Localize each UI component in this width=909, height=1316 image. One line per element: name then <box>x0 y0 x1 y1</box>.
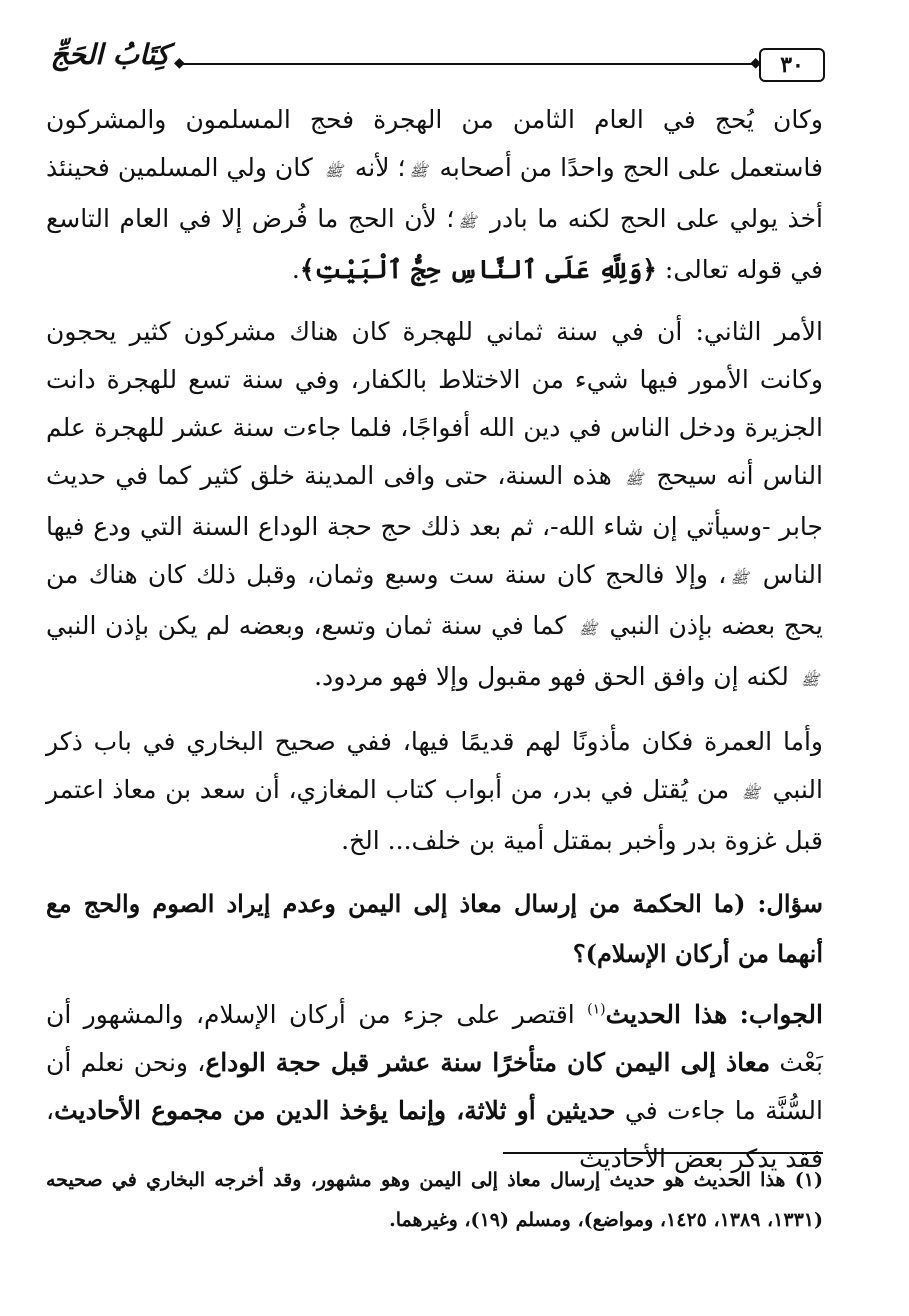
paragraph-text: . <box>291 255 300 284</box>
answer-paragraph <box>46 991 823 1183</box>
answer-bold-2: حديثين أو ثلاثة، وإنما يؤخذ الدين من مجموع الأحاديث <box>54 1096 616 1125</box>
page-body <box>46 96 823 1183</box>
book-title: كِتَابُ الحَجِّ <box>50 38 170 71</box>
rule-ornament-left: ◆ <box>174 55 185 71</box>
salawat-glyph: ﷺ <box>324 162 343 180</box>
paragraph-2 <box>46 308 823 704</box>
quran-verse: ﴿وَلِلَّهِ عَلَى ٱلنَّاسِ حِجُّ ٱلْبَيْتِ﴾ <box>299 255 657 284</box>
header-rule <box>180 63 755 65</box>
paragraph-1 <box>46 96 823 294</box>
page-number: ٣٠ <box>759 48 825 82</box>
paragraph-text: الأمر الثاني: أن في سنة ثماني للهجرة كان هناك مشركون كثير يحجون وكانت الأمور فيها شيء من الاختلاط بالكفار، وفي سنة تسع للهجرة دانت الجزيرة ودخل الناس في دين الله أفواجًا، فلما جاءت سنة عشر للهجرة علم الناس أنه سيحج <box>46 317 824 490</box>
footnote-separator <box>503 1152 823 1154</box>
paragraph-text: لكنه إن وافق الحق فهو مقبول وإلا فهو مردود. <box>314 662 797 691</box>
footnote-reference[interactable]: (١) <box>587 1001 606 1018</box>
salawat-glyph: ﷺ <box>730 569 749 587</box>
question: سؤال: (ما الحكمة من إرسال معاذ إلى اليمن وعدم إيراد الصوم والحج مع أنهما من أركان الإسلام)؟ <box>46 889 823 968</box>
answer-label: الجواب: <box>739 1000 823 1029</box>
salawat-glyph: ﷺ <box>409 162 428 180</box>
answer-text-2: ، ونحن نعلم أن السُّنَّة ما جاءت في <box>46 1048 823 1125</box>
paragraph-text: ؛ لأن الحج ما فُرض إلا في العام التاسع في قوله تعالى: <box>46 204 823 284</box>
answer-text-1: اقتصر على جزء من أركان الإسلام، والمشهور أن بَعْث <box>46 1000 823 1077</box>
rule-ornament-right: ◆ <box>750 55 761 71</box>
answer-bold-1: معاذ إلى اليمن كان متأخرًا سنة عشر قبل حجة الوداع <box>205 1048 771 1077</box>
salawat-glyph: ﷺ <box>458 213 477 231</box>
answer-lead: هذا الحديث <box>605 1000 728 1029</box>
salawat-glyph: ﷺ <box>578 620 597 638</box>
footnotes <box>46 1160 823 1240</box>
paragraph-text: هذه السنة، حتى وافى المدينة خلق كثير كما في حديث جابر -وسيأتي إن شاء الله-، ثم بعد ذلك حج حجة الوداع السنة التي ودع فيها الناس <box>46 461 823 589</box>
paragraph-text: كان ولي المسلمين فحينئذ أخذ يولي على الحج لكنه ما بادر <box>46 153 823 233</box>
paragraph-text: وكان يُحج في العام الثامن من الهجرة فحج المسلمون والمشركون فاستعمل على الحج واحدًا من أصحابه <box>46 105 823 182</box>
paragraph-text: من يُقتل في بدر، من أبواب كتاب المغازي، أن سعد بن معاذ اعتمر قبل غزوة بدر وأخبر بمقتل أمية بن خلف... الخ. <box>46 775 823 855</box>
salawat-glyph: ﷺ <box>625 470 644 488</box>
paragraph-text: وأما العمرة فكان مأذونًا لهم قديمًا فيها، ففي صحيح البخاري في باب ذكر النبي <box>46 727 823 804</box>
answer-text-3: ، فقد يذكر بعض الأحاديث <box>46 1096 823 1173</box>
paragraph-text: كما في سنة ثمان وتسع، وبعضه لم يكن بإذن النبي <box>46 611 575 640</box>
paragraph-text: ؛ لأنه <box>346 153 406 182</box>
paragraph-3 <box>46 718 823 865</box>
footnote-1: (١) هذا الحديث هو حديث إرسال معاذ إلى اليمن وهو مشهور، وقد أخرجه البخاري في صحيحه (١٣٣١، ١٣٨٩، ١٤٢٥، ومواضع)، ومسلم (١٩)، وغيرهما. <box>46 1169 823 1231</box>
salawat-glyph: ﷺ <box>741 784 760 802</box>
salawat-glyph: ﷺ <box>800 671 819 689</box>
page-header <box>40 36 825 88</box>
paragraph-text: ، وإلا فالحج كان سنة ست وسبع وثمان، وقبل ذلك كان هناك من يحج بعضه بإذن النبي <box>46 560 824 640</box>
